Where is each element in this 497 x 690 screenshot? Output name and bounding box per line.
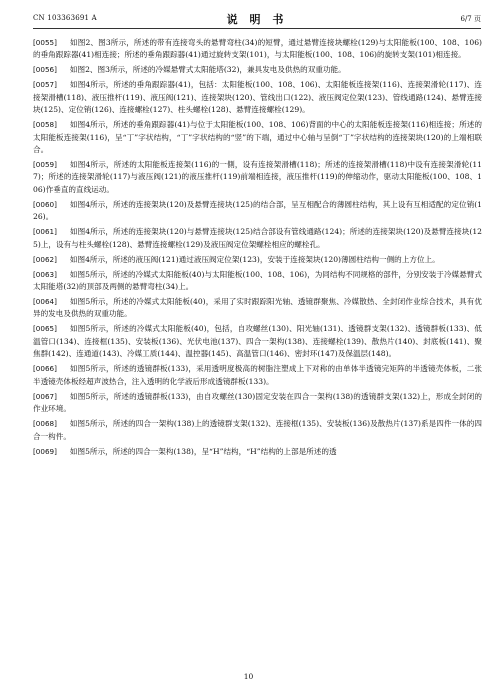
paragraph-number: [0069] xyxy=(33,446,57,456)
paragraph-number: [0066] xyxy=(33,364,57,374)
paragraph xyxy=(33,269,482,294)
paragraph xyxy=(33,391,482,416)
paragraph xyxy=(33,323,482,360)
paragraph-number: [0058] xyxy=(33,120,57,130)
paragraph xyxy=(33,79,482,116)
paragraph-number: [0055] xyxy=(33,38,57,47)
page-indicator: 6/7 页 xyxy=(460,15,481,23)
page-number: 10 xyxy=(243,672,254,681)
paragraph-number: [0064] xyxy=(33,297,57,307)
paragraph-text: 如图5所示，所述的透镜群板(133)，采用透明度极高的树脂注塑成上下对称的由单体半透镜完矩阵的半透镜壳体板，二张半透镜壳体板经超声波热合，注入透明的化学液后形成透镜群板(133)。 xyxy=(33,364,482,386)
paragraph xyxy=(33,37,482,62)
paragraph-text: 如图5所示，所述的冷媒式太阳能板(40)，包括，自攻螺丝(130)、阳光轴(131)、透镜群支架(132)、透镜群板(133)、低温管口(134)、连接框(135)、安装板(136)、光伏电池(137)、四合一架构(138)、连接螺栓(139)、散热片(140)、封底板(141)、聚焦群(142)、连通道(143)、冷媒工质(144)、温控器(145)、高温管口(146)、密封环(147)及保温层(148)。 xyxy=(33,324,482,359)
paragraph-number: [0060] xyxy=(33,199,57,209)
paragraph-text: 如图4所示，所述的垂角跟踪器(41)与位于太阳能板(100、108、106)背面的中心的太阳能板连接架(116)相连接；所述的太阳能板连接架(116)，呈“丁”字状结构，“丁”字状结构的“竖”的下端，通过中心轴与呈倒“丁”字状结构的连接架块(120)的上端相联合。 xyxy=(33,120,482,155)
paragraph-number: [0056] xyxy=(33,65,57,75)
paragraph-text: 如图4所示，所述的太阳能板连接架(116)的一側，设有连接架滑槽(118)；所述的连接架滑槽(118)中设有连接架滑轮(117)；所述的连接架滑轮(117)与液压阀(121)的液压推杆(119)前端相连接，液压推杆(119)的伸缩动作，驱动太阳能板(100、108、106)作垂直的直线运动。 xyxy=(33,160,482,194)
paragraph xyxy=(33,296,482,321)
paragraph xyxy=(33,363,482,388)
paragraph-number: [0065] xyxy=(33,324,57,334)
paragraph-text: 如图4所示，所述的连接架块(120)及悬臂连接块(125)的结合部，呈互相配合的薄圆柱结构，其上设有互相适配的定位销(126)。 xyxy=(33,199,482,222)
document-title: 说 明 书 xyxy=(226,13,288,26)
paragraph xyxy=(33,199,482,224)
paragraph-number: [0063] xyxy=(33,269,57,279)
page-header xyxy=(33,10,481,29)
paragraph-number: [0061] xyxy=(33,227,57,237)
paragraph-text: 如图5所示，所述的冷媒式太阳能板(40)与太阳能板(100、108、106)，为同结构不同规格的部件，分别安装于冷媒悬臂式太阳能塔(32)的顶部及两侧的悬臂弯柱(34)上。 xyxy=(33,269,482,292)
paragraph-text: 如图5所示，所述的透镜群板(133)，由自攻螺丝(130)固定安装在四合一架构(138)的透镜群支架(132)上，形成全封闭的作业环境。 xyxy=(33,391,482,414)
paragraph-text: 如图5所示，所述的四合一架构(138)，呈“H”结构，“H”结构的上部是所述的透 xyxy=(69,446,337,456)
paragraph xyxy=(33,159,482,196)
paragraph-text: 如图4所示，所述的连接架块(120)与悬臂连接块(125)结合部设有管线通路(124)；所述的连接架块(120)及悬臂连接块(125)上，设有与柱头螺栓(128)、悬臂连接螺栓(129)及液压阀定位架螺栓相应的螺栓孔。 xyxy=(33,227,482,249)
paragraph-number: [0062] xyxy=(33,254,57,264)
paragraph-text: 如图2、图3所示，所述的带有连接弯头的悬臂弯柱(34)的短臂，通过悬臂连接块螺栓(129)与太阳能板(100、108、106)的垂角跟踪器(41)相连接；所述的垂角跟踪器(41)通过旋转支架(101)，与太阳能板(100、108、106)的旋转支架(101)相连接。 xyxy=(33,38,482,60)
paragraph-text: 如图5所示，所述的四合一架构(138)上的透镜群支架(132)、连接框(135)、安装板(136)及散热片(137)系是四件一体的四合一构件。 xyxy=(33,419,482,441)
paragraph-text: 如图2、图3所示，所述的冷媒悬臂式太阳能塔(32)，兼具发电及供热的双重功能。 xyxy=(69,65,346,75)
paragraph xyxy=(33,64,482,76)
paragraph-number: [0067] xyxy=(33,391,57,401)
paragraph xyxy=(33,119,482,156)
paragraph-text: 如图5所示，所述的冷媒式太阳能板(40)，采用了实时跟踪阳光轴、透镜群聚焦、冷媒散热、全封闭作业综合技术，具有优异的发电及供热的双重功能。 xyxy=(33,297,482,319)
paragraph-text: 如图4所示，所述的液压阀(121)通过液压阀定位架(123)，安装于连接架块(120)薄圆柱结构一侧的上方位上。 xyxy=(69,254,440,264)
patent-number: CN 103363691 A xyxy=(33,14,97,22)
paragraph-number: [0057] xyxy=(33,80,57,90)
paragraph xyxy=(33,254,482,266)
paragraph xyxy=(33,446,482,458)
paragraph-number: [0068] xyxy=(33,419,57,429)
paragraph-number: [0059] xyxy=(33,160,57,170)
paragraph xyxy=(33,226,482,251)
paragraph-text: 如图4所示，所述的垂角跟踪器(41)，包括：太阳能板(100、108、106)、太阳能板连接架(116)、连接架滑轮(117)、连接架滑槽(118)、液压推杆(119)、液压阀(121)、连接架块(120)、管线出口(122)、液压阀定位架(123)、管线通路(124)、悬臂连接块(125)、定位销(126)、连接螺栓(127)、柱头螺栓(128)、悬臂连接螺栓(129)。 xyxy=(33,80,482,115)
document-body xyxy=(33,37,482,461)
paragraph xyxy=(33,418,482,443)
